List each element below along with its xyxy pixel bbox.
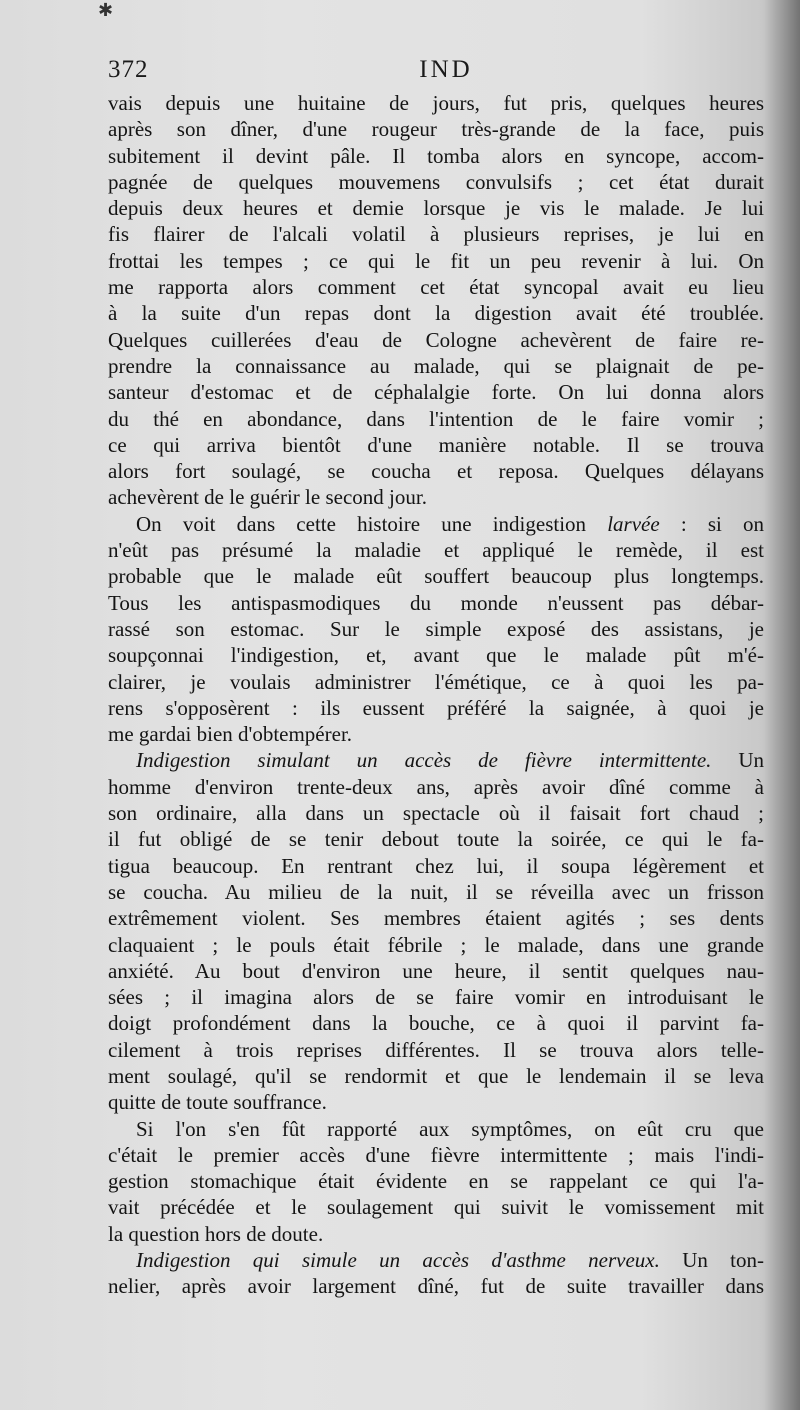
text-line-content: probable que le malade eût souffert beaucoup plus longtemps.: [108, 564, 764, 589]
text-line-content: rassé son estomac. Sur le simple exposé des assistans, je: [108, 616, 764, 641]
text-line: [108, 1221, 764, 1247]
text-line-content: vais depuis une huitaine de jours, fut pris, quelques heures: [108, 91, 764, 115]
running-head: IND: [419, 56, 473, 83]
text-line: [108, 826, 764, 852]
text-line: [108, 327, 764, 353]
text-line: [108, 1063, 764, 1089]
text-line: [108, 774, 764, 800]
text-line: [108, 563, 764, 589]
text-line: [108, 879, 764, 905]
ink-mark-icon: ✱: [98, 0, 114, 20]
text-line-content: anxiété. Au bout d'environ une heure, il sentit quelques nau-: [108, 958, 764, 983]
text-line-content: nelier, après avoir largement dîné, fut de suite travailler dans: [108, 1274, 764, 1299]
text-line: [108, 274, 764, 300]
text-line-content: vait précédée et le soulagement qui suivit le vomissement mit: [108, 1195, 764, 1220]
text-line: [108, 905, 764, 931]
text-line-content: santeur d'estomac et de céphalalgie forte. On lui donna alors: [108, 380, 764, 405]
text-line-content: fis flairer de l'alcali volatil à plusieurs reprises, je lui en: [108, 222, 764, 247]
text-line-content: n'eût pas présumé la maladie et appliqué le remède, il est: [108, 538, 764, 563]
text-line: [108, 406, 764, 432]
page-number: 372: [108, 56, 149, 83]
page-header: [108, 56, 764, 90]
text-line-content: son ordinaire, alla dans un spectacle où il faisait fort chaud ;: [108, 801, 764, 826]
text-line-content: pagnée de quelques mouvemens convulsifs ; cet état durait: [108, 169, 764, 194]
text-line-content: cilement à trois reprises différentes. Il se trouva alors telle-: [108, 1037, 764, 1062]
text-line-content: se coucha. Au milieu de la nuit, il se réveilla avec un frisson: [108, 879, 764, 904]
text-line: [108, 695, 764, 721]
text-line: [108, 458, 764, 484]
body-text: [108, 90, 764, 1300]
text-line: [108, 853, 764, 879]
text-line: [108, 1142, 764, 1168]
text-line-content: après son dîner, d'une rougeur très-grande de la face, puis: [108, 117, 764, 142]
italic-phrase: Indigestion simulant un accès de fièvre intermittente.: [136, 748, 712, 773]
text-line-content: sées ; il imagina alors de se faire vomir en introduisant le: [108, 985, 764, 1010]
text-line: [108, 116, 764, 142]
text-line-content: Si l'on s'en fût rapporté aux symptômes, on eût cru que: [136, 1116, 764, 1141]
text-line-content: doigt profondément dans la bouche, ce à quoi il parvint fa-: [108, 1011, 764, 1036]
text-line: [108, 90, 764, 116]
text-line-content: me rapporta alors comment cet état syncopal avait eu lieu: [108, 275, 764, 300]
text-line-content: rens s'opposèrent : ils eussent préféré la saignée, à quoi je: [108, 695, 764, 720]
text-line: [108, 616, 764, 642]
text-line: [108, 958, 764, 984]
text-line-content: Tous les antispasmodiques du monde n'eussent pas débar-: [108, 590, 764, 615]
text-line-content: Quelques cuillerées d'eau de Cologne achevèrent de faire re-: [108, 327, 764, 352]
text-line: [108, 669, 764, 695]
text-line-content: à la suite d'un repas dont la digestion avait été troublée.: [108, 301, 764, 326]
text-line-content: quitte de toute souffrance.: [108, 1090, 327, 1115]
text-line: [108, 1089, 764, 1115]
text-line-content: Un ton-: [659, 1248, 764, 1273]
text-line: [108, 1273, 764, 1299]
text-line: [108, 1247, 764, 1273]
text-line: [108, 221, 764, 247]
text-line: [108, 379, 764, 405]
text-line-content: claquaient ; le pouls était fébrile ; le malade, dans une grande: [108, 932, 764, 957]
text-line: [108, 353, 764, 379]
text-line-content: soupçonnai l'indigestion, et, avant que le malade pût m'é-: [108, 643, 764, 668]
text-line: [108, 1194, 764, 1220]
text-line: [108, 1168, 764, 1194]
text-line-content: prendre la connaissance au malade, qui se plaignait de pe-: [108, 353, 764, 378]
text-line: [108, 143, 764, 169]
text-line: [108, 511, 764, 537]
text-line-content: me gardai bien d'obtempérer.: [108, 722, 353, 747]
text-line-content: ment soulagé, qu'il se rendormit et que le lendemain il se leva: [108, 1063, 764, 1088]
text-line-content: depuis deux heures et demie lorsque je vis le malade. Je lui: [108, 196, 764, 221]
text-line-content: : si on: [659, 511, 764, 536]
text-line: [108, 800, 764, 826]
text-line: [108, 721, 764, 747]
text-line-content: subitement il devint pâle. Il tomba alors en syncope, accom-: [108, 143, 764, 168]
text-line: [108, 195, 764, 221]
text-line: [108, 984, 764, 1010]
text-line-content: ce qui arriva bientôt d'une manière notable. Il se trouva: [108, 432, 764, 457]
italic-phrase: larvée: [607, 511, 660, 536]
text-line: [108, 432, 764, 458]
text-line-content: c'était le premier accès d'une fièvre intermittente ; mais l'indi-: [108, 1142, 764, 1167]
italic-phrase: Indigestion qui simule un accès d'asthme nerveux.: [136, 1248, 660, 1273]
text-line-content: achevèrent de le guérir le second jour.: [108, 485, 427, 510]
text-line-content: gestion stomachique était évidente en se rappelant ce qui l'a-: [108, 1169, 764, 1194]
text-line: [108, 169, 764, 195]
text-line: [108, 590, 764, 616]
text-line-content: frottai les tempes ; ce qui le fit un peu revenir à lui. On: [108, 248, 764, 273]
text-line-content: la question hors de doute.: [108, 1221, 324, 1246]
text-line: [108, 300, 764, 326]
page-gutter-shadow: [764, 0, 800, 1410]
text-line: [108, 484, 764, 510]
text-line: [108, 1037, 764, 1063]
text-line-content: extrêmement violent. Ses membres étaient agités ; ses dents: [108, 906, 764, 931]
text-line-content: homme d'environ trente-deux ans, après avoir dîné comme à: [108, 774, 764, 799]
text-line-content: clairer, je voulais administrer l'émétique, ce à quoi les pa-: [108, 669, 764, 694]
text-line: [108, 932, 764, 958]
text-line-content: tigua beaucoup. En rentrant chez lui, il soupa légèrement et: [108, 853, 764, 878]
text-line: [108, 248, 764, 274]
text-line-content: alors fort soulagé, se coucha et reposa. Quelques délayans: [108, 459, 764, 484]
text-line: [108, 642, 764, 668]
text-line-content: du thé en abondance, dans l'intention de le faire vomir ;: [108, 406, 764, 431]
text-line-content: On voit dans cette histoire une indigestion: [136, 511, 608, 536]
text-line: [108, 1010, 764, 1036]
text-line: [108, 1116, 764, 1142]
text-line-content: Un: [711, 748, 764, 773]
text-line-content: il fut obligé de se tenir debout toute la soirée, ce qui le fa-: [108, 827, 764, 852]
text-line: [108, 537, 764, 563]
text-line: [108, 747, 764, 773]
